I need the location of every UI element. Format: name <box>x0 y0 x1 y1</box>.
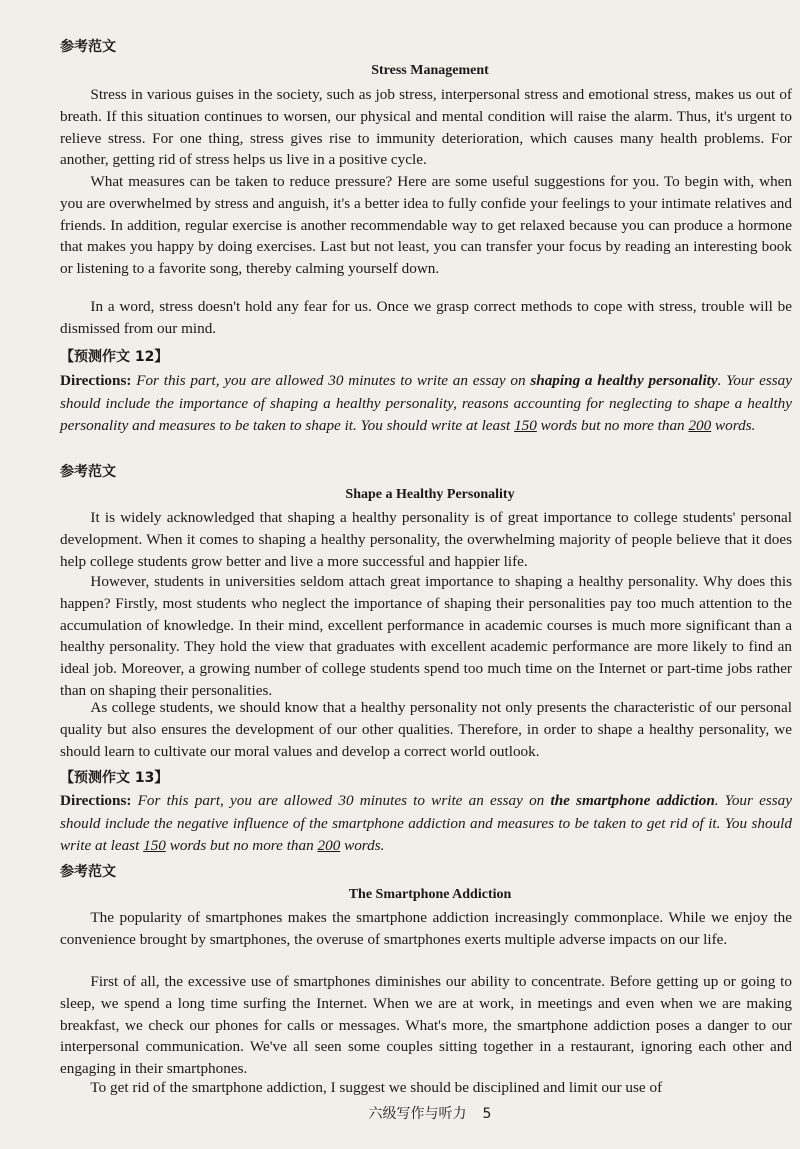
directions: Directions: For this part, you are allowed 30 minutes to write an essay on shaping a healthy personality. Your essay should include the importance of shaping a healthy personality, reasons accounting for neglecting to shape a healthy personality and measures to be taken to shape it. You should write at least 150 words but no more than 200 words. <box>60 372 793 434</box>
essay-title: Stress Management <box>371 63 489 78</box>
directions-label: Directions: <box>60 372 132 389</box>
paragraph: In a word, stress doesn't hold any fear for us. Once we grasp correct methods to cope with stress, trouble will be dismissed from our mind. <box>60 298 792 337</box>
prediction-heading: 【预测作文 13】 <box>60 770 169 786</box>
page-number: 5 <box>482 1106 492 1122</box>
directions: Directions: For this part, you are allowed 30 minutes to write an essay on the smartphone addiction. Your essay should include the negative influence of the smartphone addiction and measures to be taken to get rid of it. You should write at least 150 words but no more than 200 words. <box>60 792 793 854</box>
paragraph: What measures can be taken to reduce pressure? Here are some useful suggestions for you. To begin with, when you are overwhelmed by stress and anguish, it's a better idea to fully confide your feelings to your intimate relatives and friends. In addition, regular exercise is another recommendable way to get relaxed because you can produce a hormone that makes you happy by doing exercises. Last but not least, you can transfer your focus by reading an interesting book or listening to a favorite song, thereby calming yourself down. <box>60 173 792 278</box>
max-word-count: 200 <box>317 837 341 854</box>
paragraph: Stress in various guises in the society, such as job stress, interpersonal stress and emotional stress, makes us out of breath. If this situation continues to worsen, our physical and mental condition will raise the alarm. Thus, it's urgent to relieve stress. For one thing, stress gives rise to immunity deterioration, which causes many health problems. For another, getting rid of stress helps us live in a positive cycle. <box>60 86 792 169</box>
paragraph: The popularity of smartphones makes the smartphone addiction increasingly commonplace. While we enjoy the convenience brought by smartphones, the overuse of smartphones exerts multiple adverse impacts on our life. <box>60 909 792 948</box>
sample-essay-label: 参考范文 <box>60 864 116 880</box>
essay-topic: shaping a healthy personality <box>530 372 718 389</box>
paragraph: As college students, we should know that a healthy personality not only presents the characteristic of our personal quality but also ensures the development of our other qualities. Therefore, in order to shape a healthy personality, we should learn to cultivate our moral values and develop a correct world outlook. <box>60 699 792 760</box>
essay-title: Shape a Healthy Personality <box>345 487 515 502</box>
min-word-count: 150 <box>143 837 166 854</box>
essay-title: The Smartphone Addiction <box>348 887 512 902</box>
paragraph: First of all, the excessive use of smartphones diminishes our ability to concentrate. Before getting up or going to sleep, we spend a long time surfing the Internet. When we are at work, in meetings and even when we are making breakfast, we check our phones for calls or messages. What's more, the smartphone addiction poses a danger to our interpersonal communication. We've all seen some couples sitting together in a restaurant, ignoring each other and engaging in their smartphones. <box>60 973 792 1078</box>
page-footer <box>0 1104 800 1124</box>
max-word-count: 200 <box>688 417 712 434</box>
essay-topic: the smartphone addiction <box>550 792 715 809</box>
book-title: 六级写作与听力 <box>368 1106 467 1122</box>
paragraph: However, students in universities seldom attach great importance to shaping a healthy personality. Why does this happen? Firstly, most students who neglect the importance of shaping their personalities pay too much attention to the accumulation of knowledge. In their mind, excellent performance in academic courses is much more significant than a healthy personality. They hold the view that graduates with excellent academic performance are more likely to find an ideal job. Moreover, a growing number of college students spend too much time on the Internet or part-time jobs rather than on shaping their personalities. <box>60 573 792 699</box>
directions-label: Directions: <box>60 792 132 809</box>
sample-essay-label: 参考范文 <box>60 464 116 480</box>
sample-essay-label: 参考范文 <box>60 39 116 55</box>
paragraph: To get rid of the smartphone addiction, I suggest we should be disciplined and limit our use of <box>90 1079 663 1096</box>
prediction-heading: 【预测作文 12】 <box>60 349 169 365</box>
paragraph: It is widely acknowledged that shaping a healthy personality is of great importance to college students' personal development. When it comes to shaping a healthy personality, the overwhelming majority of people believe that it does help college students grow better and live a more successful and happier life. <box>60 509 792 570</box>
min-word-count: 150 <box>514 417 537 434</box>
